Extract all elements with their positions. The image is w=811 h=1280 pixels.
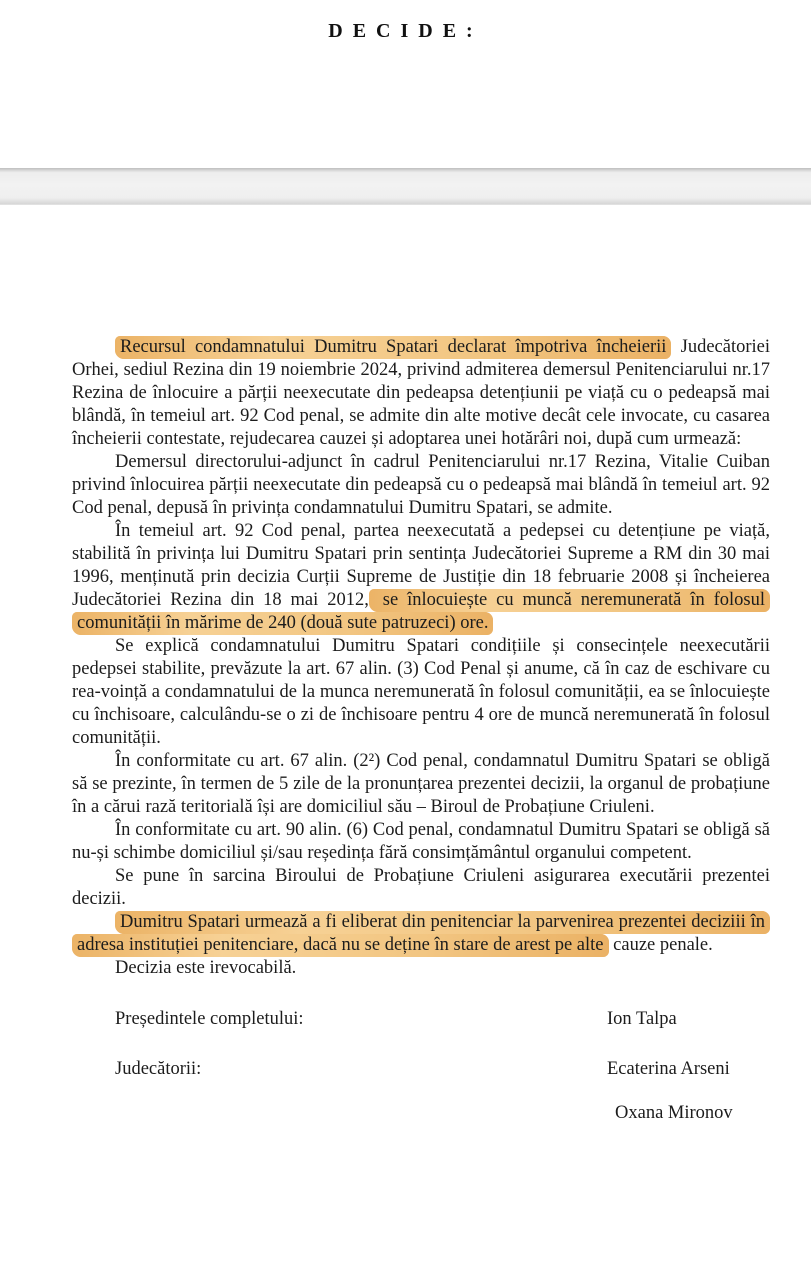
highlighted-text: Dumitru Spatari urmează a fi eliberat din penitenciar la parvenirea prezentei deciziii în adresa instituției penitenciare, dacă nu se deține în stare de arest pe alte [72, 911, 770, 957]
body-text: În conformitate cu art. 90 alin. (6) Cod penal, condamnatul Dumitru Spatari se obligă să nu-și schimbe domiciliul și/sau reședința fără consimțământul organului competent. [72, 820, 770, 863]
body-text: În temeiul art. 92 Cod penal, partea neexecutată a pedepsei cu detențiune pe viață, stabilită în privința lui Dumitru Spatari prin sentința Judecătoriei Supreme a RM din 30 mai 1996, menținută prin decizia Curții Supreme de Justiție din 18 februarie 2008 și încheierea Judecătoriei Rezina din 18 mai 2012, [72, 521, 770, 610]
paragraph [72, 957, 770, 980]
body-text: În conformitate cu art. 67 alin. (2²) Cod penal, condamnatul Dumitru Spatari se obligă să se prezinte, în termen de 5 zile de la pronunțarea prezentei decizii, la organul de probațiune în a cărui rază teritorială își are domiciliul său – Biroul de Probațiune Criuleni. [72, 751, 770, 817]
signature-block [72, 1008, 770, 1125]
page-break-separator [0, 168, 811, 205]
signature-name-president: Ion Talpa [607, 1009, 677, 1029]
paragraph [72, 520, 770, 635]
signature-row [72, 1058, 770, 1081]
paragraph [72, 865, 770, 911]
signature-row [72, 1102, 770, 1125]
document-title: DECIDE: [328, 20, 483, 42]
paragraph [72, 336, 770, 451]
body-text: Se explică condamnatului Dumitru Spatari condițiile și consecințele neexecutării pedepsei stabilite, prevăzute la art. 67 alin. (3) Cod Penal și anume, că în caz de eschivare cu rea-voință a condamnatului de la munca neremunerată în folosul comunității, ea se înlocuiește cu închisoare, calculându-se o zi de închisoare pentru 4 ore de muncă neremunerată în folosul comunității. [72, 636, 770, 748]
signature-label-judges: Judecătorii: [115, 1059, 202, 1079]
paragraph [72, 750, 770, 819]
paragraph [72, 451, 770, 520]
body-text: Demersul directorului-adjunct în cadrul Penitenciarului nr.17 Rezina, Vitalie Cuiban privind înlocuirea părții neexecutate din pedeapsă cu o pedeapsă mai blândă în temeiul art. 92 Cod penal, depusă în privința condamnatului Dumitru Spatari, se admite. [72, 452, 770, 518]
highlighted-text: Recursul condamnatului Dumitru Spatari declarat împotriva încheierii [115, 336, 671, 359]
signature-row [72, 1008, 770, 1031]
paragraph [72, 819, 770, 865]
paragraph [72, 635, 770, 750]
body-text: cauze penale. [608, 935, 713, 955]
document-body [72, 336, 770, 1125]
body-text: Se pune în sarcina Biroului de Probațiune Criuleni asigurarea executării prezentei decizii. [72, 866, 770, 909]
signature-name-judge-2: Oxana Mironov [615, 1103, 733, 1123]
paragraph [72, 911, 770, 957]
body-text: Decizia este irevocabilă. [115, 958, 297, 978]
signature-name-judge-1: Ecaterina Arseni [607, 1059, 730, 1079]
signature-label-president: Președintele completului: [115, 1009, 304, 1029]
highlighted-text: se înlocuiește cu muncă neremunerată în folosul comunității în mărime de 240 (două sute patruzeci) ore. [72, 589, 770, 635]
body-text: Judecătoriei Orhei, sediul Rezina din 19 noiembrie 2024, privind admiterea demersul Penitenciarului nr.17 Rezina de înlocuire a părții neexecutate din pedeapsa detențiunii pe viață cu o pedeapsă mai blândă, în temeiul art. 92 Cod penal, se admite din alte motive decât cele invocate, cu casarea încheierii contestate, rejudecarea cauzei și adoptarea unei hotărâri noi, după cum urmează: [72, 337, 770, 449]
